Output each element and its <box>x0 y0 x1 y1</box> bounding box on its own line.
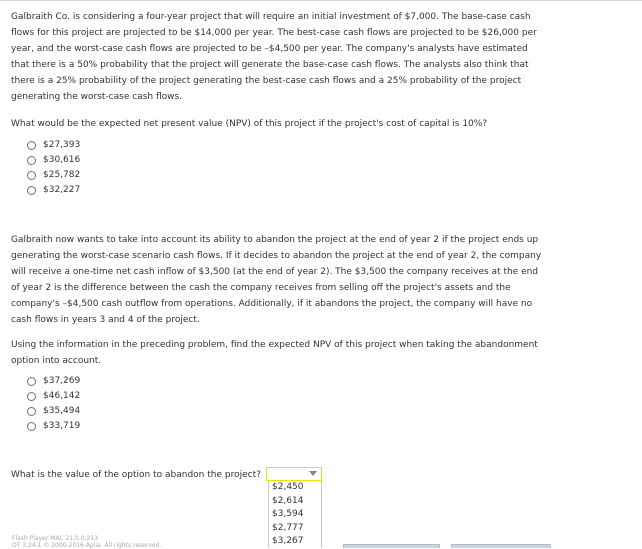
flash-version-text: Flash Player MAC 21,0,0,213 <box>12 535 98 542</box>
top-border <box>0 0 642 1</box>
option-label: $37,269 <box>43 376 81 386</box>
abandonment-paragraph: Galbraith now wants to take into account its ability to abandon the project at the end of year 2 if the project ends up generating the worst-case scenario cash flows. If it decides to abandon the project at the end of year 2, the company will receive a one-time net cash inflow of $3,500 (at the end of year 2). The $3,500 the company receives at the end of year 2 is the difference between the cash the company receives from selling off the project's assets and the company's –$4,500 cash outflow from operations. Additionally, if it abandons the project, the company will have no cash flows in years 3 and 4 of the project. <box>11 235 542 325</box>
option-label: $33,719 <box>43 421 81 431</box>
action-button-right[interactable] <box>451 544 551 548</box>
option-label: $35,494 <box>43 406 81 416</box>
question-1-options <box>27 138 80 198</box>
option-label: $46,142 <box>43 391 81 401</box>
action-button-left[interactable] <box>343 544 440 548</box>
intro-paragraph: Galbraith Co. is considering a four-year project that will require an initial investment of $7,000. The base-case cash flows for this project are projected to be $14,000 per year. The best-case cash flows are projected to be $26,000 per year, and the worst-case cash flows are projected to be –$4,500 per year. The company's analysts have estimated that there is a 50% probability that the project will generate the base-case cash flows. The analysts also think that there is a 25% probability of the project generating the best-case cash flows and a 25% probability of the project generating the worst-case cash flows. <box>11 12 537 102</box>
radio-button[interactable] <box>27 377 36 386</box>
option-label: $30,616 <box>43 155 81 165</box>
option-label: $27,393 <box>43 140 81 150</box>
question-2-option[interactable] <box>27 374 80 389</box>
question-1-option[interactable] <box>27 168 80 183</box>
question-1-option[interactable] <box>27 153 80 168</box>
option-label: $32,227 <box>43 185 81 195</box>
dropdown-menu-item[interactable]: $3,594 <box>272 509 304 519</box>
radio-button[interactable] <box>27 422 36 431</box>
option-value-dropdown[interactable] <box>266 467 322 481</box>
radio-button[interactable] <box>27 171 36 180</box>
question-1-text: What would be the expected net present value (NPV) of this project if the project's cost of capital is 10%? <box>11 119 488 129</box>
dropdown-menu-item[interactable]: $2,614 <box>272 495 304 506</box>
radio-button[interactable] <box>27 156 36 165</box>
dropdown-menu-item[interactable]: $3,267 <box>272 536 304 546</box>
question-2-option[interactable] <box>27 404 80 419</box>
chevron-down-icon[interactable] <box>309 471 317 476</box>
radio-button[interactable] <box>27 141 36 150</box>
question-1-option[interactable] <box>27 138 80 153</box>
copyright-text: OT 3.24.1 © 2000-2016 Aplia. All rights reserved. <box>12 542 162 549</box>
dropdown-menu-item[interactable]: $2,777 <box>272 522 304 533</box>
question-2-option[interactable] <box>27 419 80 434</box>
question-2-text: Using the information in the preceding problem, find the expected NPV of this project when taking the abandonment option into account. <box>11 340 538 366</box>
dropdown-menu-item[interactable]: $2,450 <box>272 482 304 492</box>
radio-button[interactable] <box>27 186 36 195</box>
question-2-options <box>27 374 80 434</box>
footer <box>12 535 161 549</box>
question-3-text: What is the value of the option to abandon the project? <box>11 470 261 480</box>
question-1-option[interactable] <box>27 183 80 198</box>
dropdown-menu <box>268 481 322 548</box>
radio-button[interactable] <box>27 392 36 401</box>
option-label: $25,782 <box>43 170 81 180</box>
radio-button[interactable] <box>27 407 36 416</box>
question-2-option[interactable] <box>27 389 80 404</box>
